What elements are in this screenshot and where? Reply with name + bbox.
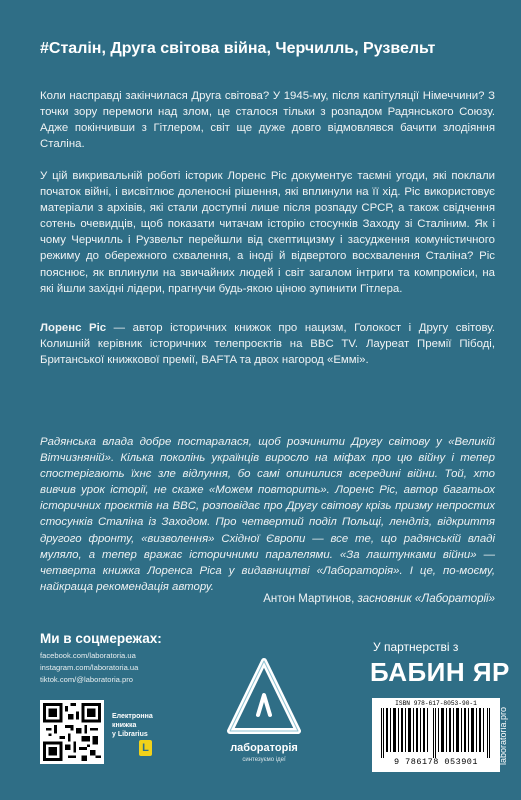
- endorsement-quote: Радянська влада добре постаралася, щоб розчинити Другу світову у «Великій Вітчизняній». Кілька поколінь українців виросло на міфах про цю війну і тепер спостерігають їхнє зле відлуння, бо самі опинилися всередині війни. Той, хто вивчив урок історії, не скаже «Можем повторить». Лоренс Ріс, автор багатьох історичних проєктів на BBC, розповідає про Другу світову крізь призму непростих стосунків Сталіна із Заходом. Про четвертий поділ Польщі, лендліз, відкриття другого фронту, «визволення» Східної Європи — все те, що радянській владі муляло, а тепер вражає історичними паралелями. «За лаштунками війни» — четверта книжка Лоренса Ріса у видавництві «Лабораторія». І це, по-моєму, найкраща рекомендація автору.: [40, 436, 495, 593]
- signature-name: Антон Мартинов,: [263, 593, 355, 605]
- partner-label: У партнерстві з: [373, 640, 459, 654]
- social-link-facebook[interactable]: facebook.com/laboratoria.ua: [40, 651, 136, 660]
- isbn-text: ISBN 978-617-8053-90-1: [395, 700, 477, 707]
- barcode-number: 9 786178 053901: [393, 757, 478, 767]
- barcode-bars: [377, 708, 495, 758]
- social-heading: Ми в соцмережах:: [40, 631, 162, 646]
- social-links: [40, 650, 138, 686]
- website-vertical[interactable]: laboratoria.pro: [498, 706, 508, 765]
- publisher-slogan: синтезуємо ідеї: [242, 757, 286, 763]
- isbn-barcode: [372, 698, 500, 772]
- ebook-label: Електронна книжка у Librarius: [112, 713, 153, 738]
- author-bio-text: — автор історичних книжок про нацизм, Голокост і Другу світову. Колишній керівник історичних телепроєктів на BBC TV. Лауреат Премії Пібоді, Британської книжкової премії, BAFTA та двох нагород «Еммі».: [40, 322, 495, 367]
- tagline-hashtags: #Сталін, Друга світова війна, Черчилль, Рузвельт: [40, 40, 436, 57]
- librarius-icon: L: [139, 740, 152, 756]
- quote-signature: [263, 593, 495, 605]
- social-link-tiktok[interactable]: tiktok.com/@laboratoria.pro: [40, 675, 133, 684]
- author-bio: [40, 320, 495, 368]
- author-name: Лоренс Ріс: [40, 322, 107, 334]
- publisher-name: лабораторія: [230, 742, 298, 754]
- social-link-instagram[interactable]: instagram.com/laboratoria.ua: [40, 663, 139, 672]
- signature-role: засновник «Лабораторії»: [354, 593, 495, 605]
- partner-logo-text: БАБИН ЯР: [370, 657, 510, 687]
- intro-paragraph: Коли насправді закінчилася Друга світова? У 1945-му, після капітуляції Німеччини? З точки зору перемоги над злом, це сталося тільки з розпадом Радянського Союзу. Адже покінчивши з Гітлером, світ ще дуже довго відмовлявся бачити злодіяння Сталіна.: [40, 90, 495, 151]
- qr-code[interactable]: [40, 700, 104, 764]
- description-paragraph: У цій викривальній роботі історик Лоренс Ріс документує таємні угоди, які поклали початок війні, і висвітлює доленосні рішення, які вплинули на її хід. Ріс використовує матеріали з архівів, які стали доступні лише після розпаду СРСР, а також свідчення сотень очевидців, щоб показати читачам історію стосунків Заходу зі Сталіним. Як і чому Черчилль і Рузвельт перейшли від скептицизму і засудження комуністичного режиму до обережного схвалення, а іноді й відвертого восхвалення Сталіна? Ріс пояснює, як вплинули на звичайних людей і світ загалом інтриги та компроміси, на які йшли західні лідери, прагнучи будь-якою ціною зупинити Гітлера.: [40, 170, 495, 295]
